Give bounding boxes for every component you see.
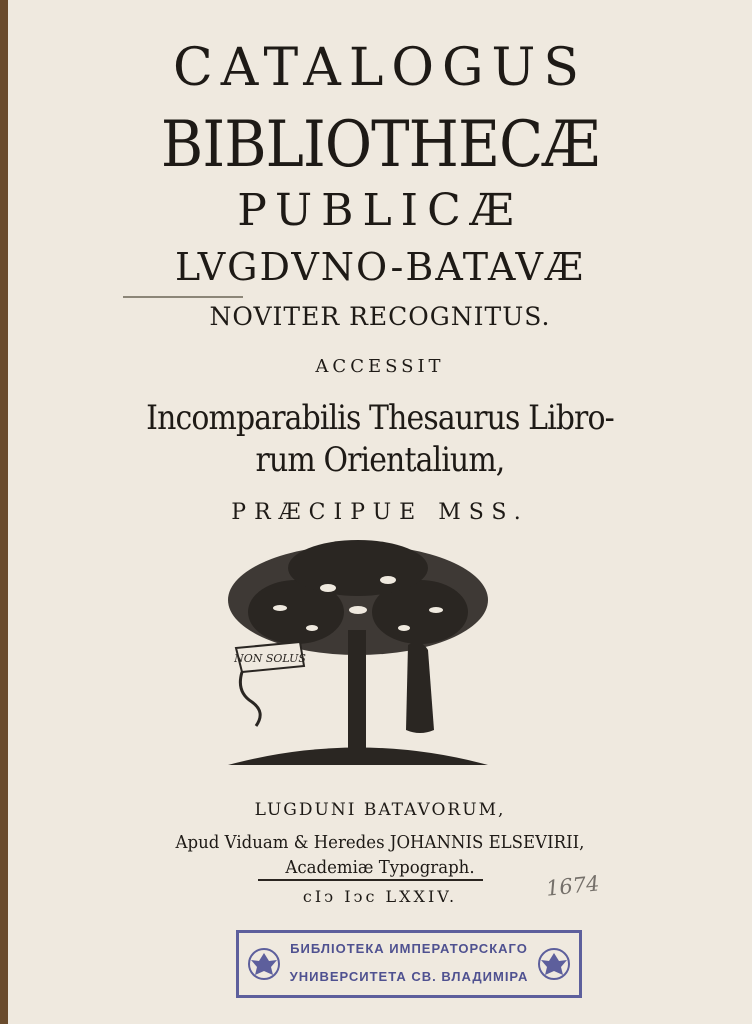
- description-line-1: Incomparabilis Thesaurus Libro-: [146, 398, 614, 438]
- description-line-2: rum Orientalium,: [255, 440, 505, 480]
- imprint-rule: [258, 879, 483, 881]
- title-page: [8, 0, 752, 1024]
- emblem-motto: NON SOLUS: [234, 652, 306, 665]
- eagle-seal-icon: [537, 947, 571, 981]
- title-line-1: CATALOGUS: [172, 38, 588, 98]
- description-line-3: PRÆCIPUE MSS.: [231, 500, 529, 525]
- stamp-line-2: УНИВЕРСИТЕТА СВ. ВЛАДИМІРА: [289, 969, 529, 984]
- eagle-seal-icon: [247, 947, 281, 981]
- library-stamp: [236, 930, 582, 998]
- printer-device-emblem: [208, 540, 508, 780]
- title-line-3: PUBLICÆ: [237, 185, 523, 236]
- handwritten-date-note: 1674: [544, 871, 601, 901]
- title-line-2: BIBLIOTHECÆ: [160, 108, 600, 182]
- stamp-line-1: БИБЛІОТЕКА ИМПЕРАТОРСКАГО: [290, 941, 528, 956]
- pencil-underline: [123, 296, 243, 298]
- imprint-line-2: Apud Viduam & Heredes JOHANNIS ELSEVIRII,: [175, 832, 585, 853]
- accessit-line: ACCESSIT: [315, 356, 445, 377]
- imprint-line-3: Academiæ Typograph.: [285, 857, 475, 878]
- imprint-date: cIↄ Iↄc LXXIV.: [302, 887, 458, 906]
- imprint-line-1: LUGDUNI BATAVORUM,: [254, 800, 506, 820]
- title-line-4: LVGDVNO-BATAVÆ: [175, 245, 585, 289]
- subtitle-line: NOVITER RECOGNITUS.: [209, 302, 551, 331]
